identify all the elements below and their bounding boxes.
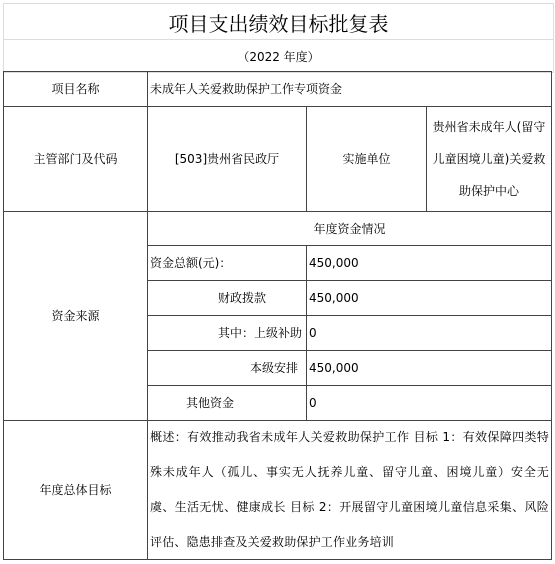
superior-label: 其中：上级补助 bbox=[147, 315, 307, 351]
impl-label: 实施单位 bbox=[306, 106, 427, 212]
local-label: 本级安排 bbox=[147, 350, 307, 386]
fiscal-value: 450,000 bbox=[306, 280, 552, 316]
goal-label: 年度总体目标 bbox=[3, 420, 148, 560]
form-title: 项目支出绩效目标批复表 bbox=[3, 3, 554, 40]
form-year: （2022 年度） bbox=[3, 39, 554, 73]
goal-text: 概述：有效推动我省未成年人关爱救助保护工作 目标 1：有效保障四类特殊未成年人（孤儿、事实无人抚养儿童、留守儿童、困境儿童）安全无虞、生活无忧、健康成长 目标 2：开展留守儿童困境儿童信息采集、风险评估、隐患排查及关爱救助保护工作业务培训 bbox=[147, 420, 552, 560]
project-name-label: 项目名称 bbox=[3, 71, 148, 107]
fiscal-label: 财政拨款 bbox=[147, 280, 307, 316]
dept-value: [503]贵州省民政厅 bbox=[147, 106, 307, 212]
other-label: 其他资金 bbox=[147, 385, 307, 421]
local-value: 450,000 bbox=[306, 350, 552, 386]
other-value: 0 bbox=[306, 385, 552, 421]
dept-label: 主管部门及代码 bbox=[3, 106, 148, 212]
funds-label: 资金来源 bbox=[3, 211, 148, 421]
impl-value: 贵州省未成年人(留守儿童困境儿童)关爱救助保护中心 bbox=[426, 106, 552, 212]
total-value: 450,000 bbox=[306, 245, 552, 281]
total-label: 资金总额(元)： bbox=[147, 245, 307, 281]
annual-funds-header: 年度资金情况 bbox=[147, 211, 552, 246]
superior-value: 0 bbox=[306, 315, 552, 351]
project-name-value: 未成年人关爱救助保护工作专项资金 bbox=[147, 71, 552, 107]
